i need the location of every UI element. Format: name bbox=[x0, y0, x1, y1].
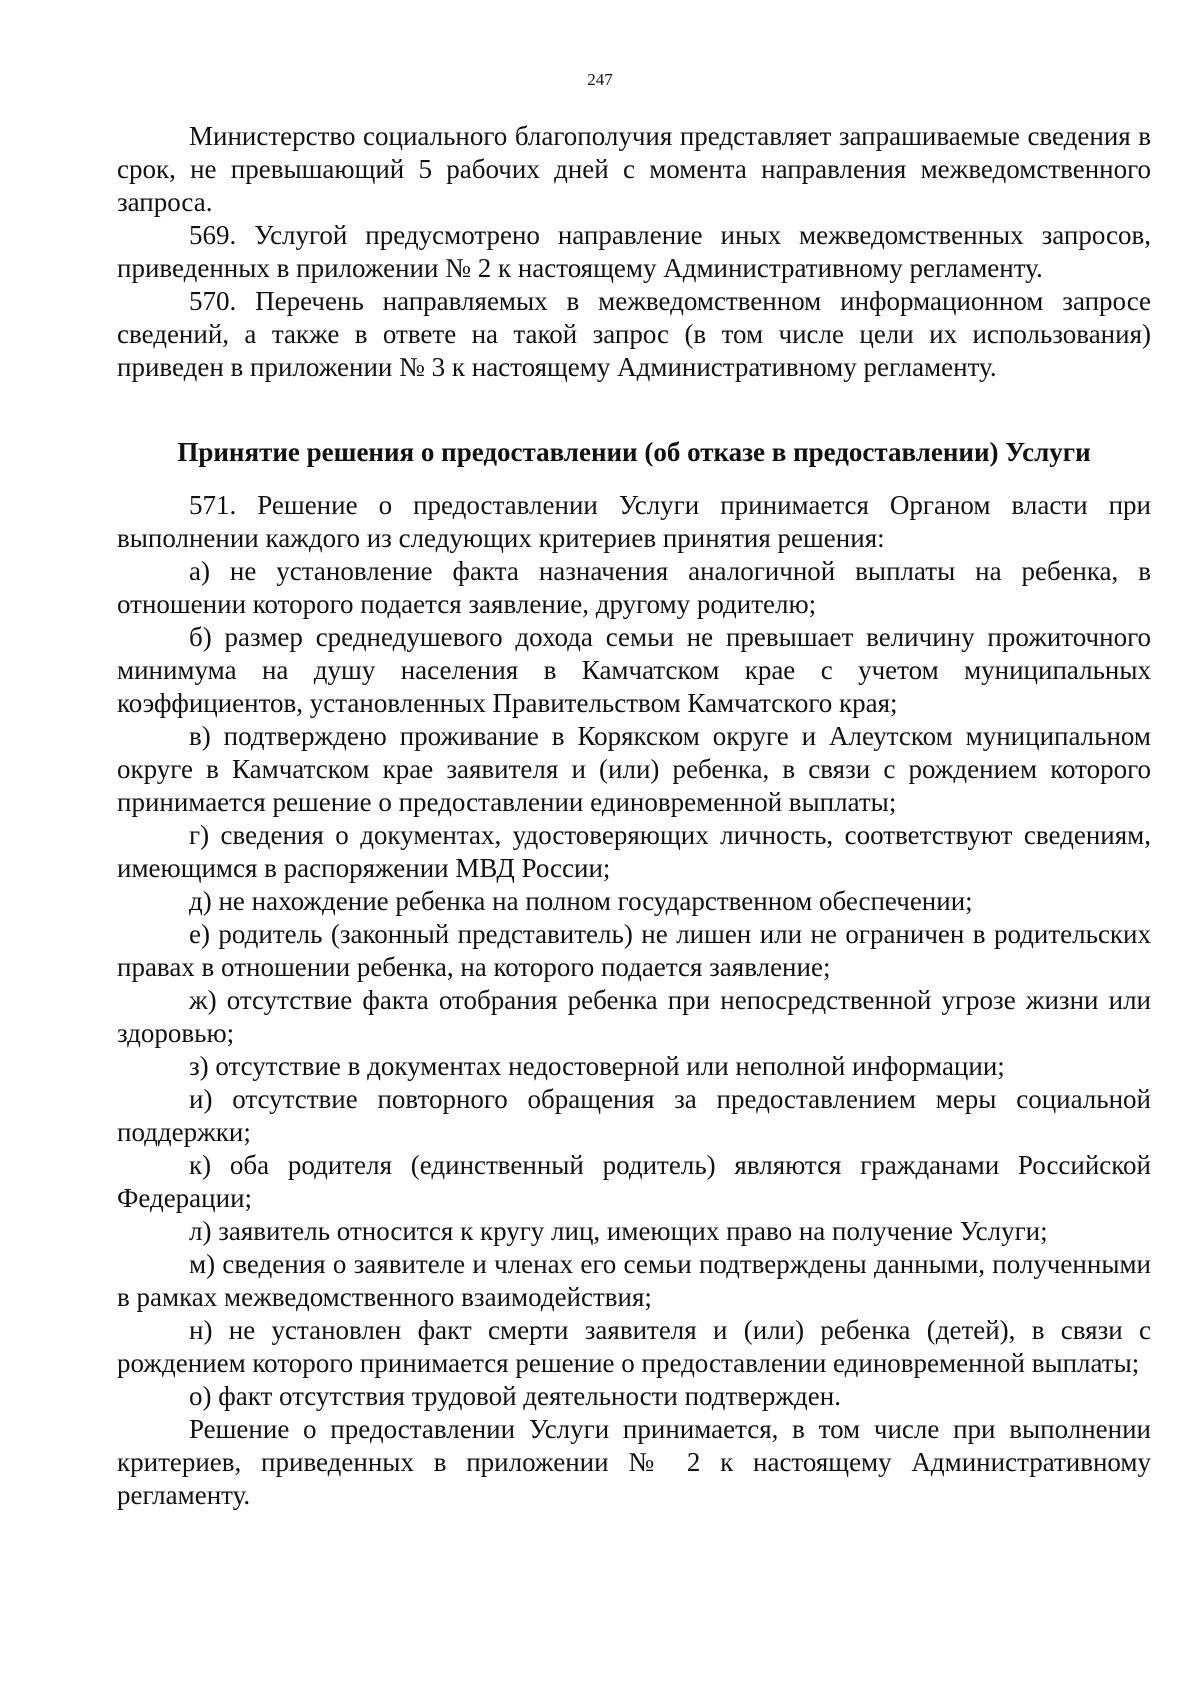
criterion-o: о) факт отсутствия трудовой деятельности подтвержден. bbox=[189, 1381, 841, 1411]
criterion-v: в) подтверждено проживание в Корякском округе и Алеутском муниципальном округе в Камчатском крае заявителя и (или) ребенка, в связи с рождением которого принимается решение о предоставлении единовременной выплаты; bbox=[117, 721, 1151, 817]
paragraph: Министерство социального благополучия представляет запрашиваемые сведения в срок, не превышающий 5 рабочих дней с момента направления межведомственного запроса. bbox=[117, 121, 1151, 217]
criterion-m: м) сведения о заявителе и членах его семьи подтверждены данными, полученными в рамках межведомственного взаимодействия; bbox=[117, 1249, 1151, 1312]
criterion-zh: ж) отсутствие факта отобрания ребенка при непосредственной угрозе жизни или здоровью; bbox=[117, 985, 1151, 1048]
criterion-g: г) сведения о документах, удостоверяющих личность, соответствуют сведениям, имеющимся в распоряжении МВД России; bbox=[117, 820, 1151, 883]
criterion-b: б) размер среднедушевого дохода семьи не превышает величину прожиточного минимума на душу населения в Камчатском крае с учетом муниципальных коэффициентов, установленных Правительством Камчатского края; bbox=[117, 622, 1151, 718]
document-body bbox=[117, 120, 1151, 1512]
criterion-i: и) отсутствие повторного обращения за предоставлением меры социальной поддержки; bbox=[117, 1084, 1151, 1147]
page-number: 247 bbox=[587, 70, 613, 89]
criterion-d: д) не нахождение ребенка на полном государственном обеспечении; bbox=[189, 886, 973, 916]
paragraph-569: 569. Услугой предусмотрено направление иных межведомственных запросов, приведенных в приложении № 2 к настоящему Административному регламенту. bbox=[117, 220, 1151, 283]
section-spacer bbox=[117, 384, 1151, 436]
criterion-n: н) не установлен факт смерти заявителя и (или) ребенка (детей), в связи с рождением которого принимается решение о предоставлении единовременной выплаты; bbox=[117, 1315, 1151, 1378]
section-heading: Принятие решения о предоставлении (об отказе в предоставлении) Услуги bbox=[177, 437, 1091, 467]
criterion-a: а) не установление факта назначения аналогичной выплаты на ребенка, в отношении которого подается заявление, другому родителю; bbox=[117, 556, 1151, 619]
paragraph-571: 571. Решение о предоставлении Услуги принимается Органом власти при выполнении каждого из следующих критериев принятия решения: bbox=[117, 490, 1151, 553]
criterion-k: к) оба родителя (единственный родитель) являются гражданами Российской Федерации; bbox=[117, 1150, 1151, 1213]
criterion-e: е) родитель (законный представитель) не лишен или не ограничен в родительских правах в отношении ребенка, на которого подается заявление; bbox=[117, 919, 1151, 982]
closing-paragraph: Решение о предоставлении Услуги принимается, в том числе при выполнении критериев, приведенных в приложении № 2 к настоящему Административному регламенту. bbox=[117, 1414, 1151, 1510]
paragraph-570: 570. Перечень направляемых в межведомственном информационном запросе сведений, а также в ответе на такой запрос (в том числе цели их использования) приведен в приложении № 3 к настоящему Административному регламенту. bbox=[117, 286, 1151, 382]
criterion-l: л) заявитель относится к кругу лиц, имеющих право на получение Услуги; bbox=[189, 1216, 1048, 1246]
heading-spacer bbox=[117, 469, 1151, 489]
criterion-z: з) отсутствие в документах недостоверной или неполной информации; bbox=[189, 1051, 1005, 1081]
